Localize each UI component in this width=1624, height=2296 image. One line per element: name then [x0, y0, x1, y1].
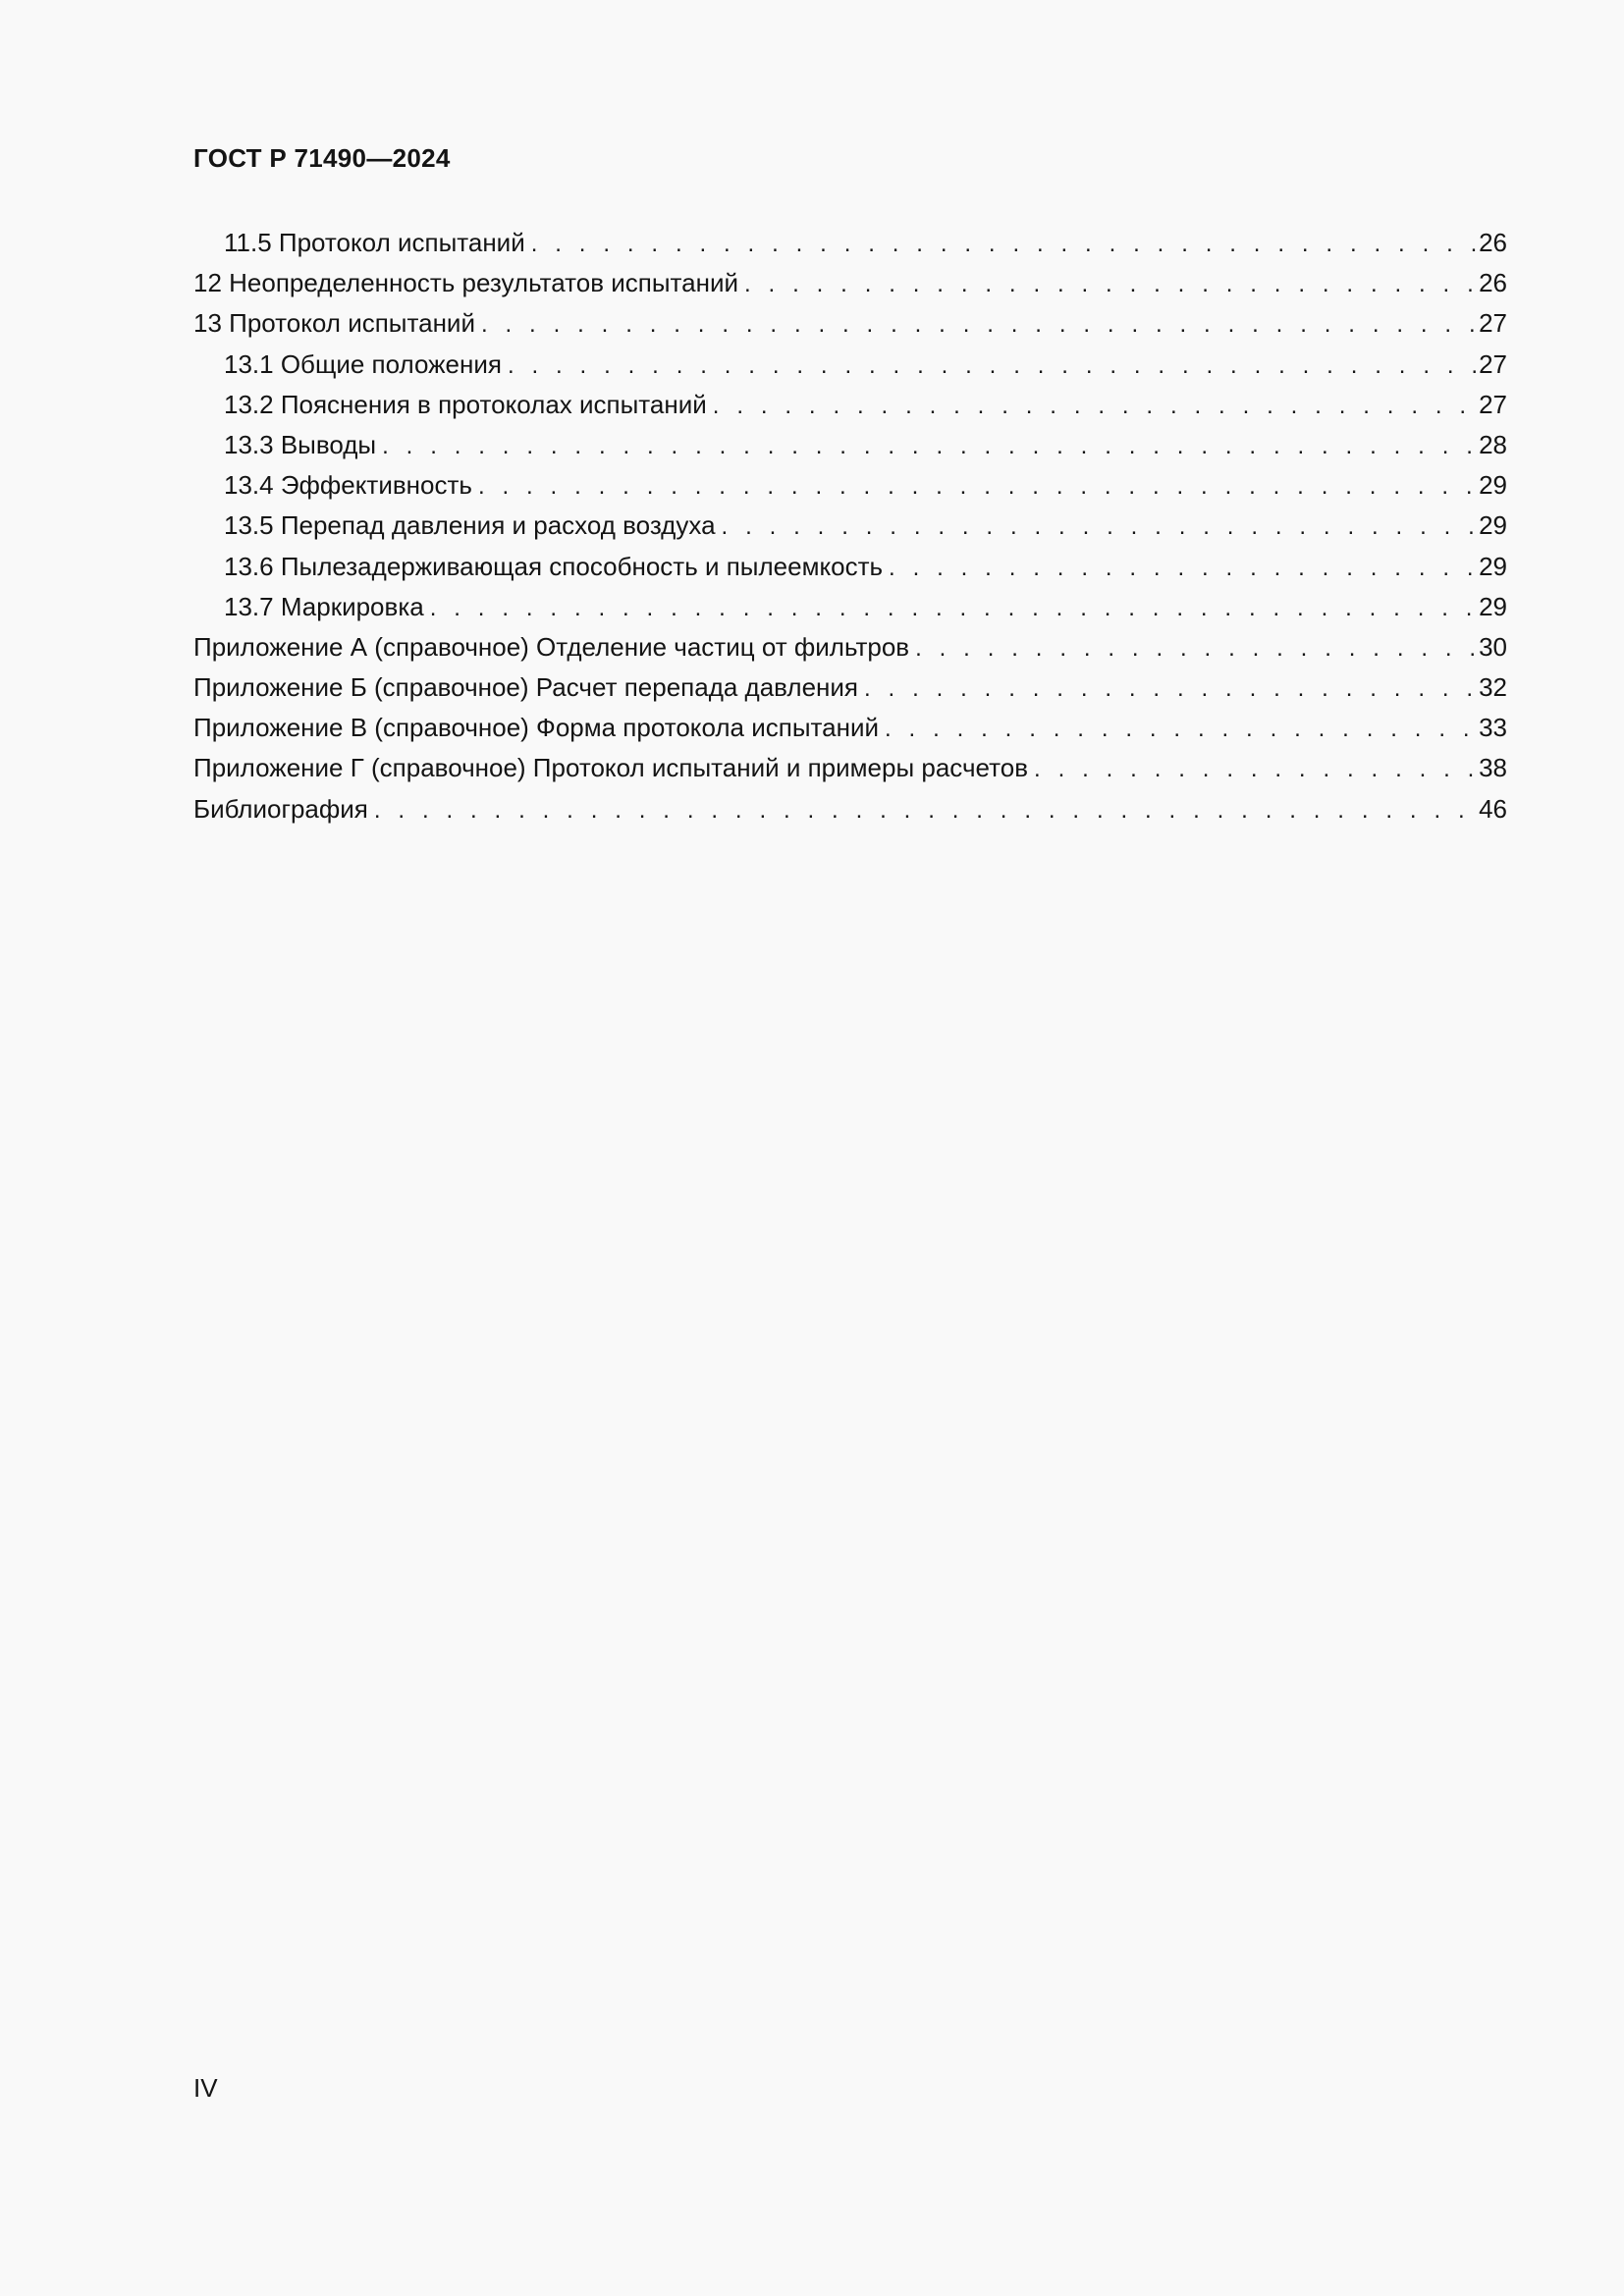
- toc-entry[interactable]: [193, 587, 1507, 627]
- toc-entry[interactable]: [193, 223, 1507, 263]
- toc-entry-page: 27: [1477, 345, 1507, 385]
- toc-entry-page: 29: [1477, 465, 1507, 506]
- toc-entry-page: 46: [1477, 789, 1507, 829]
- toc-dot-leader: [889, 548, 1477, 587]
- toc-entry[interactable]: [193, 263, 1507, 303]
- toc-entry-title: Библиография: [193, 789, 374, 829]
- toc-entry-page: 29: [1477, 506, 1507, 546]
- toc-entry-title: Приложение Б (справочное) Расчет перепада давления: [193, 667, 864, 708]
- toc-entry-title: 13.2 Пояснения в протоколах испытаний: [224, 385, 713, 425]
- toc-entry-page: 33: [1477, 708, 1507, 748]
- toc-entry[interactable]: [193, 303, 1507, 344]
- toc-entry-title: 13.1 Общие положения: [224, 345, 508, 385]
- toc-entry-page: 28: [1477, 425, 1507, 465]
- toc-entry-page: 32: [1477, 667, 1507, 708]
- toc-entry-page: 30: [1477, 627, 1507, 667]
- toc-dot-leader: [481, 304, 1477, 344]
- document-code-header: ГОСТ Р 71490—2024: [193, 143, 451, 173]
- toc-entry-title: 13.7 Маркировка: [224, 587, 430, 627]
- toc-dot-leader: [915, 628, 1477, 667]
- toc-dot-leader: [744, 264, 1477, 303]
- toc-entry-page: 29: [1477, 587, 1507, 627]
- toc-entry[interactable]: [193, 385, 1507, 425]
- toc-entry-page: 38: [1477, 748, 1507, 788]
- toc-dot-leader: [864, 668, 1477, 708]
- toc-entry[interactable]: [193, 345, 1507, 385]
- toc-entry[interactable]: [193, 425, 1507, 465]
- toc-entry-title: 13.3 Выводы: [224, 425, 382, 465]
- toc-dot-leader: [531, 224, 1477, 263]
- toc-entry[interactable]: [193, 748, 1507, 788]
- toc-entry-title: Приложение А (справочное) Отделение частиц от фильтров: [193, 627, 915, 667]
- toc-dot-leader: [382, 426, 1477, 465]
- toc-entry-title: 13.6 Пылезадерживающая способность и пылеемкость: [224, 547, 889, 587]
- toc-entry-title: 13 Протокол испытаний: [193, 303, 481, 344]
- toc-entry[interactable]: [193, 789, 1507, 829]
- toc-entry-page: 27: [1477, 385, 1507, 425]
- toc-entry-page: 26: [1477, 263, 1507, 303]
- toc-dot-leader: [374, 790, 1477, 829]
- page-number: IV: [193, 2073, 218, 2103]
- toc-dot-leader: [478, 466, 1477, 506]
- toc-entry-title: 13.5 Перепад давления и расход воздуха: [224, 506, 722, 546]
- toc-entry-title: 11.5 Протокол испытаний: [224, 223, 531, 263]
- toc-entry-title: 13.4 Эффективность: [224, 465, 478, 506]
- toc-entry-title: Приложение Г (справочное) Протокол испытаний и примеры расчетов: [193, 748, 1034, 788]
- toc-entry-page: 26: [1477, 223, 1507, 263]
- toc-entry[interactable]: [193, 627, 1507, 667]
- toc-dot-leader: [722, 507, 1478, 546]
- toc-entry-title: 12 Неопределенность результатов испытаний: [193, 263, 744, 303]
- toc-entry[interactable]: [193, 465, 1507, 506]
- toc-entry-page: 27: [1477, 303, 1507, 344]
- toc-entry[interactable]: [193, 506, 1507, 546]
- toc-entry-page: 29: [1477, 547, 1507, 587]
- table-of-contents: [193, 223, 1507, 829]
- toc-entry[interactable]: [193, 667, 1507, 708]
- toc-entry[interactable]: [193, 708, 1507, 748]
- toc-entry-title: Приложение В (справочное) Форма протокола испытаний: [193, 708, 885, 748]
- toc-dot-leader: [430, 588, 1477, 627]
- toc-dot-leader: [508, 346, 1477, 385]
- toc-dot-leader: [713, 386, 1477, 425]
- toc-entry[interactable]: [193, 547, 1507, 587]
- toc-dot-leader: [1034, 749, 1477, 788]
- toc-dot-leader: [885, 709, 1477, 748]
